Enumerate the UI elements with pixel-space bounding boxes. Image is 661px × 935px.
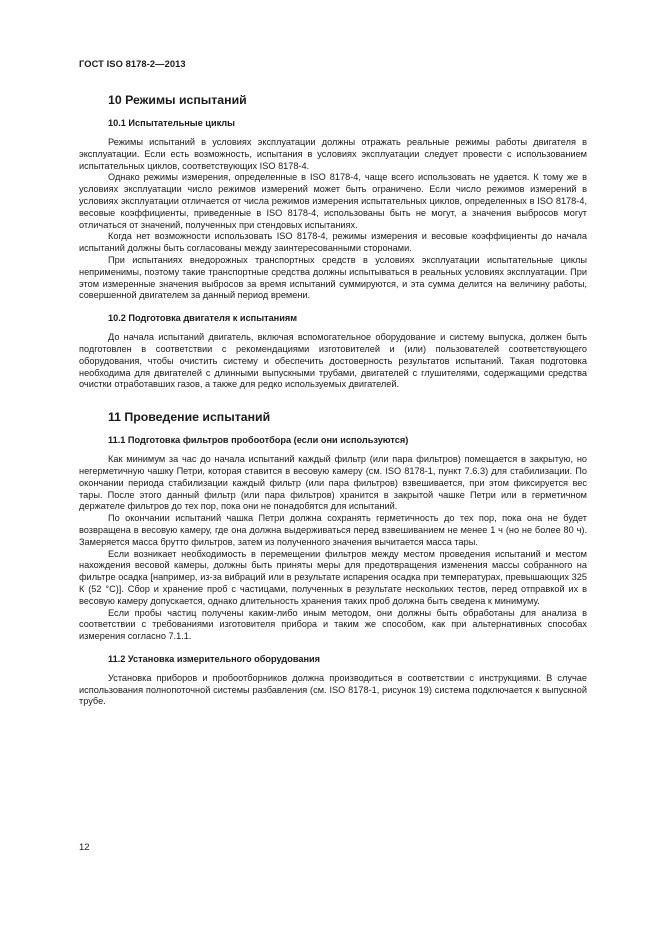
paragraph: Когда нет возможности использовать ISO 8178-4, режимы измерения и весовые коэффициенты до начала испытаний должны быть согласованы между заинтересованными сторонами.	[79, 231, 587, 254]
paragraph: Режимы испытаний в условиях эксплуатации должны отражать реальные режимы работы двигателя в эксплуатации. Если есть возможность, испытания в условиях эксплуатации следует провести с использованием испытательных циклов, соответствующих ISO 8178-4.	[79, 137, 587, 171]
section-10-title: 10 Режимы испытаний	[108, 93, 247, 107]
paragraph: При испытаниях внедорожных транспортных средств в условиях эксплуатации испытательные циклы неприменимы, поэтому такие транспортные средства должны испытываться в реальных условиях эксплуатации. При этом измеренные значения выбросов за время испытаний суммируются, и эта сумма делится на величину работы, совершенной двигателем за данный период времени.	[79, 254, 587, 301]
paragraph: По окончании испытаний чашка Петри должна сохранять герметичность до тех пор, пока она не будет возвращена в весовую камеру, где она должна выдерживаться перед взвешиванием не менее 1 ч (но не более 80 ч). Замеряется масса брутто фильтров, затем из полученного значения вычитается масса тары.	[79, 513, 587, 547]
page-number: 12	[79, 842, 90, 853]
subsection-11-1-title: 11.1 Подготовка фильтров пробоотбора (если они используются)	[108, 435, 409, 446]
subsection-11-2-title: 11.2 Установка измерительного оборудования	[108, 653, 321, 664]
section-11-title: 11 Проведение испытаний	[108, 410, 271, 425]
paragraph: Если возникает необходимость в перемещении фильтров между местом проведения испытаний и местом нахождения весовой камеры, должны быть приняты меры для предотвращения изменения массы собранного на фильтре осадка [например, из-за вибраций или в результате испарения осадка при температурах, превышающих 325 К (52 °С)]. Сбор и хранение проб с частицами, полученных в результате нескольких тестов, перед отправкой их в весовую камеру допускается, однако длительность хранения таких проб должна быть сведена к минимуму.	[79, 548, 587, 606]
subsection-10-2-title: 10.2 Подготовка двигателя к испытаниям	[108, 313, 298, 324]
paragraph: Как минимум за час до начала испытаний каждый фильтр (или пара фильтров) помещается в закрытую, но негерметичную чашку Петри, которая ставится в весовую камеру (см. ISO 8178-1, пункт 7.6.3) для стабилизации. По окончании периода стабилизации каждый фильтр (или пара фильтров) взвешивается, при этом фиксируется вес тары. После этого данный фильтр (или пара фильтров) хранится в закрытой чашке Петри или в герметичном держателе фильтров до тех пор, пока они не понадобятся для испытаний.	[79, 454, 587, 512]
paragraph: До начала испытаний двигатель, включая вспомогательное оборудование и систему выпуска, должен быть подготовлен в соответствии с рекомендациями изготовителей и (или) пользователей соответствующего оборудования, чтобы очистить систему и обеспечить достоверность результатов испытаний. Такая подготовка необходима для двигателей с длинными выпускными трубами, двигателей с глушителями, содержащими средства очистки отработавших газов, а также для редко используемых двигателей.	[79, 332, 587, 390]
paragraph: Однако режимы измерения, определенные в ISO 8178-4, чаще всего использовать не удается. К тому же в условиях эксплуатации число режимов измерений может быть ограничено. Если число режимов измерений в условиях эксплуатации отличается от числа режимов измерения испытательных циклов, определенных в ISO 8178-4, весовые коэффициенты, приведенные в ISO 8178-4, использованы быть не могут, а значения выбросов могут отличаться от значений, полученных при стендовых испытаниях.	[79, 172, 587, 230]
paragraph: Установка приборов и пробоотборников должна производиться в соответствии с инструкциями. В случае использования полнопоточной системы разбавления (см. ISO 8178-1, рисунок 19) система подключается к выпускной трубе.	[79, 672, 587, 707]
subsection-10-1-title: 10.1 Испытательные циклы	[108, 118, 235, 128]
document-header: ГОСТ ISO 8178-2—2013	[79, 59, 186, 69]
paragraph: Если пробы частиц получены каким-либо иным методом, они должны быть обработаны для анализа в соответствии с требованиями изготовителя прибора и таким же способом, как при альтернативных способах измерения согласно 7.1.1.	[79, 607, 587, 642]
document-body	[79, 92, 587, 708]
